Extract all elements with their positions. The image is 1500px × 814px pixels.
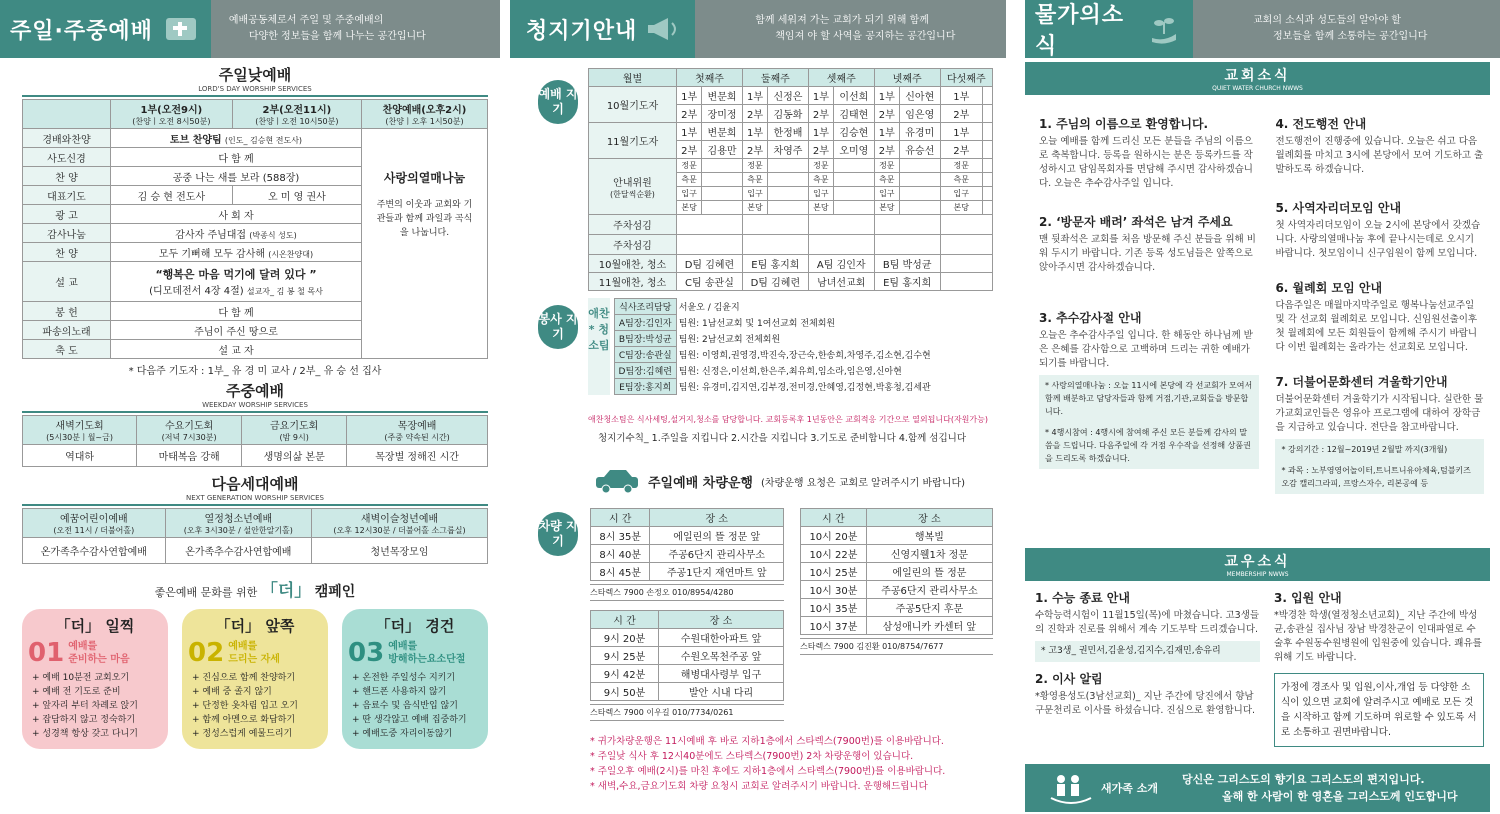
nextgen-subtitle: NEXT GENERATION WORSHIP SERVICES <box>22 494 488 506</box>
weekday-subtitle: WEEKDAY WORSHIP SERVICES <box>22 401 488 413</box>
serve-table: 식사조리담당 서윤오 / 김윤지 A팀장:김인자 팀원: 1남선교회 및 1여선교회 전체회원 B팀장:박성균 팀원: 2남선교회 전체회원 C팀장:송관실 팀원: 이영희,권영경,박진숙,장근숙,한송희,차영주,김소현,김수현 D팀장:김혜련 팀원: 신정은,이선희,한은주,최유희,임소라,임은영,신아현 E팀장:홍지희 팀원: 유경미,김지연,김부경,전미경,안혜영,김정현,박홍청,김세관 <box>614 298 968 395</box>
weekday-table: 새벽기도회 (5시30분ㅣ월~금) 수요기도회 (저녁 7시30분) 금요기도회 (밤 9시) 목장예배 (주중 약속된 시간) 역대하 마태복음 강해 생명의삶 본문 목장별 정해진 시간 <box>22 415 488 467</box>
campaign-card-pious: 「더」 경건 03 예배를 방해하는요소단절 + 온전한 주일성수 지키기 + 핸드폰 사용하지 않기 + 음료수 및 음식반입 않기 + 딴 생각않고 예배 집중하기 + 예배도중 자리이동않기 <box>342 609 488 749</box>
col-1bu: 1부(오전9시) (찬양ㅣ오전 8시50분) <box>111 100 233 129</box>
duty-table-wrap <box>588 68 993 291</box>
sunday-subtitle: LORD'S DAY WORSHIP SERVICES <box>22 85 488 97</box>
church-news-right: 4. 전도행전 안내 전도행전이 진행중에 있습니다. 오늘은 쉬고 다음 월례회를 마치고 3시에 본당에서 모여 기도하고 출발하도록 하겠습니다. 5. 사역자리더모임 안내 첫 사역자리더모임이 오늘 2시에 본당에서 갖겠습니다. 사랑의열매나눔 후에 끝나시는데로 오시기 바랍니다. 첫모임이니 신구임원이 함께 모입니다. 6. 월례회 모임 안내 다음주일은 매월마지막주일로 행복나눔선교주일 및 각 선교회 월례회로 모입니다. 신임원선출이후 첫 월례회에 모든 회원들이 함께해 주시기 바랍니다 이번 월례회는 올라가는 선교회로 모입니다. 7. 더불어문화센터 겨울학기안내 더불어문화센터 겨울학기가 시작됩니다. 실란한 물가교회교인들은 영유아 프로그램에 대하여 장학금을 지급하고 있습니다. 전단을 참고바랍니다. * 강의기간 : 12월~2019년 2월말 까지(3개월) * 과목 : 노부영영어놀이터,트니트니유아체육,텀블키즈오감 캘리그라피, 프랑스자수, 리본공예 등 <box>1275 115 1484 494</box>
weekday-title: 주중예배 <box>226 382 284 400</box>
header-title: 물가의소식 <box>1025 0 1135 58</box>
campaign-card-front: 「더」 앞쪽 02 예배를 드리는 자세 + 진심으로 함께 찬양하기 + 예배 중 졸지 않기 + 단정한 옷차림 입고 오기 + 함께 아멘으로 화답하기 + 정성스럽게 예물드리기 <box>182 609 328 749</box>
members-head: 교우소식 MEMBERSHIP NWWS <box>1025 548 1490 581</box>
serve-wrap <box>588 298 968 395</box>
megaphone-icon <box>637 0 695 58</box>
col-2bu: 2부(오전11시) (찬양ㅣ오전 10시50분) <box>232 100 361 129</box>
serve-note: 애찬청소팀은 식사세팅,설거지,청소를 담당합니다. 교회등록후 1년동안은 교회적응 기간으로 열외됩니다(자원가능) <box>588 415 988 424</box>
van-title: 주일예배 차량운행 (차량운행 요청은 교회로 알려주시기 바랍니다) <box>594 468 994 494</box>
news-column <box>1025 62 1490 494</box>
hand-plant-icon <box>1135 0 1193 58</box>
love-fruit-box: 사랑의열매나눔 주변의 이웃과 교회와 기관들과 함께 과일과 곡식을 나눕니다. <box>362 129 488 359</box>
bible-icon <box>153 0 211 58</box>
steward-rule: 청지기수칙_ 1.주일을 지킵니다 2.시간을 지킵니다 3.기도로 준비합니다 4.함께 섬깁니다 <box>598 433 967 444</box>
footer-banner: 새가족 소개 당신은 그리스도의 향기요 그리스도의 편지입니다. 올해 한 사람이 한 영혼을 그리스도께 인도합니다 <box>1025 764 1490 812</box>
header-title: 청지기안내 <box>510 0 637 58</box>
header-desc: 함께 세워져 가는 교회가 되기 위해 함께 책임져 야 할 사역을 공지하는 공간입니다 <box>755 15 956 42</box>
nextgen-title: 다음세대예배 <box>211 475 299 493</box>
van-footnotes: * 귀가차량운행은 11시예배 후 바로 지하1층에서 스타렉스(7900번)를 이용바랍니다. * 주일낮 식사 후 12시40분에도 스타렉스(7900번) 2차 차량운행이 있습니다. * 주일오후 예배(2시)를 마친 후에도 지하1층에서 스타렉스(7900번)를 이용바랍니다. * 새벽,수요,금요기도회 차량 요청시 교회로 알려주시기 바랍니다. 운행해드립니다 <box>590 736 946 792</box>
next-prayer: * 다음주 기도자 : 1부_ 유 경 미 교사 / 2부_ 유 승 선 집사 <box>128 366 382 377</box>
col-praise: 찬양예배(오후2시) (찬양ㅣ오후 1시50분) <box>362 100 488 129</box>
header-steward <box>510 0 1006 58</box>
sunday-title: 주일낮예배 <box>218 66 292 84</box>
serve-side-label: 애찬 * 청소팀 <box>588 298 610 395</box>
campaign-cards <box>22 609 488 749</box>
van1: 시 간 장 소 8시 35분 에일린의 뜰 정문 앞 8시 40분 주공6단지 관리사무소 8시 45분 주공1단지 재연마트 앞 스타렉스 7900 손정오 010/8954/4280 <box>590 508 784 601</box>
car-icon <box>594 468 640 494</box>
header-desc: 예배공동체로서 주일 및 주중예배의 다양한 정보들을 함께 나누는 공간입니다 <box>228 15 426 42</box>
duty-table: 월별 첫째주 둘째주 셋째주 넷째주 다섯째주 10월기도자 1부 변문희 1부 신정은 1부 이선희 1부 신아현 1부 2부 장미정 2부 김동화 2부 김태현 2부 임은영 2부 11월기도자 1부 변문희 1부 한정배 1부 김승현 1부 유경미 1부 2부 김용만 2부 차영주 2부 오미영 2부 유승선 2부 안내위원 (한달씩순환) 정문 정문 정문 정문 정문 측문 측문 측문 측문 측문 입구 입구 입구 입구 입구 본당 본당 본당 본당 본당 주차섬김 주차섬김 10월애찬, 청소 D팀 김혜련 E팀 홍지희 A팀 김인자 B팀 박성균 11월애찬, 청소 C팀 송관실 D팀 김혜련 남녀선교회 E팀 홍지희 <box>588 68 993 291</box>
header-title: 주일·주중예배 <box>0 0 153 58</box>
worship-column <box>22 62 488 749</box>
sunday-table: 1부(오전9시) (찬양ㅣ오전 8시50분) 2부(오전11시) (찬양ㅣ오전 10시50분) 찬양예배(오후2시) (찬양ㅣ오후 1시50분) 경배와찬양 토브 찬양팀 (인도_ 김승현 전도사) 사랑의열매나눔 주변의 이웃과 교회와 기관들과 함께 과일과 곡식을 나눕니다. 사도신경 다 함 께 찬 양 공중 나는 새를 보라 (588장) 대표기도 김 승 현 전도사 오 미 영 권사 광 고 사 회 자 감사나눔 감사자 주님대접 (박종식 성도) 찬 양 모두 기뻐해 모두 감사해 (시온찬양대) 설 교 “행복은 마음 먹기에 달려 있다 ” (디모데전서 4장 4절) 설교자_ 김 봉 철 목사 봉 헌 다 함 께 파송의노래 주님이 주신 땅으로 축 도 설 교 자 <box>22 99 488 359</box>
header-desc: 교회의 소식과 성도들의 알아야 할 정보들을 함께 소통하는 공간입니다 <box>1253 15 1428 42</box>
members-section: 교우소식 MEMBERSHIP NWWS 1. 수능 종료 안내 수학능력시험이 11월15일(목)에 마쳤습니다. 고3생들의 진학과 진로를 위해서 계속 기도부탁 드리겠습니다. * 고3생_ 권민서,김윤성,김지수,김재민,송유리 2. 이사 알림 *황영용성도(3남선교회)_ 지난 주간에 당진에서 향남 구문천리로 이사를 하셨습니다. 진심으로 환영합니다. 3. 입원 안내 *박경찬 학생(열정청소년교회)_ 지난 주간에 박성균,송관실 집사님 장남 박경찬군이 인대파열로 수술후 수원동수원병원에 입원중에 있습니다. 쾌유를 위해 기도 바랍니다. 가정에 경조사 및 입원,이사,개업 등 다양한 소식이 있으면 교회에 알려주시고 예배로 모든 것을 시작하고 함께 기도하며 위로할 수 있도록 서로 소통하고 권면바랍니다. <box>1025 548 1490 747</box>
members-box: 가정에 경조사 및 입원,이사,개업 등 다양한 소식이 있으면 교회에 알려주시고 예배로 모든 것을 시작하고 함께 기도하며 위로할 수 있도록 서로 소통하고 권면바랍니다. <box>1274 673 1484 747</box>
campaign-card-early: 「더」 일찍 01 예배를 준비하는 마음 + 예배 10분전 교회오기 + 예배 전 기도로 준비 + 앞자리 부터 차례로 앉기 + 잡담하지 않고 정숙하기 + 성경책 항상 갖고 다니기 <box>22 609 168 749</box>
badge-service: 봉사 지기 <box>538 305 578 349</box>
church-news-left: 1. 주님의 이름으로 환영합니다. 오늘 예배를 함께 드리신 모든 분들을 주님의 이름으로 축복합니다. 등록을 원하시는 분은 등록카드를 작성하시고 담임목회자를 면담해 주시면 감사하겠습니다. 오늘은 추수감사주일 입니다. 2. ‘방문자 배려’ 좌석은 남겨 주세요 맨 뒷좌석은 교회를 처음 방문해 주신 분들을 위해 비워 두시기 바랍니다. 기존 등록 성도님들은 앞쪽으로 앉아주시면 감사하겠습니다. 3. 추수감사절 안내 오늘은 추수감사주일 입니다. 한 해동안 하나님께 받은 은혜를 감사함으로 고백하며 드리는 귀한 예배가 되기를 바랍니다. * 사랑의열매나눔 : 오늘 11시에 본당에 각 선교회가 모여서 함께 배분하고 담당자들과 함께 거점,기관,교회들을 방문합니다. * 4행시참여 : 4행시에 참여해 주신 모든 분들께 감사의 말씀을 드립니다. 다음주일에 각 거점 우수작을 선정해 상품권을 드리도록 하겠습니다. <box>1039 115 1259 494</box>
nextgen-table: 예꿈어린이예배 (오전 11시 / 더불어홀) 열정청소년예배 (오후 3시30분 / 설안한알기홀) 새벽이슬청년예배 (오후 12시30분 / 더불어홀 소그룹실) 온가족추수감사연합예배 온가족추수감사연합예배 청년목장모임 <box>22 508 488 564</box>
badge-vehicle: 차량 지기 <box>538 512 578 556</box>
header-worship <box>0 0 500 58</box>
header-news <box>1025 0 1500 58</box>
van2: 시 간 장 소 9시 20분 수원대한아파트 앞 9시 25분 수원오목천주공 앞 9시 42분 해병대사령부 입구 9시 50분 발안 시내 다리 스타렉스 7900 이우길 010/7734/0261 <box>590 610 784 721</box>
church-news-head: 교회소식 QUIET WATER CHURCH NWWS <box>1025 62 1490 95</box>
campaign-title: 좋은예배 문화를 위한 「더」 캠페인 <box>154 581 356 601</box>
family-icon <box>1047 770 1095 806</box>
van3: 시 간 장 소 10시 20분 행복빌 10시 22분 신영지웰1차 정문 10시 25분 에일린의 뜰 정문 10시 30분 주공6단지 관리사무소 10시 35분 주공5단지 후문 10시 37분 삼성애니카 카센터 앞 스타렉스 7900 김진환 010/8754/7677 <box>800 508 993 655</box>
badge-worship: 예배 지기 <box>538 80 578 124</box>
